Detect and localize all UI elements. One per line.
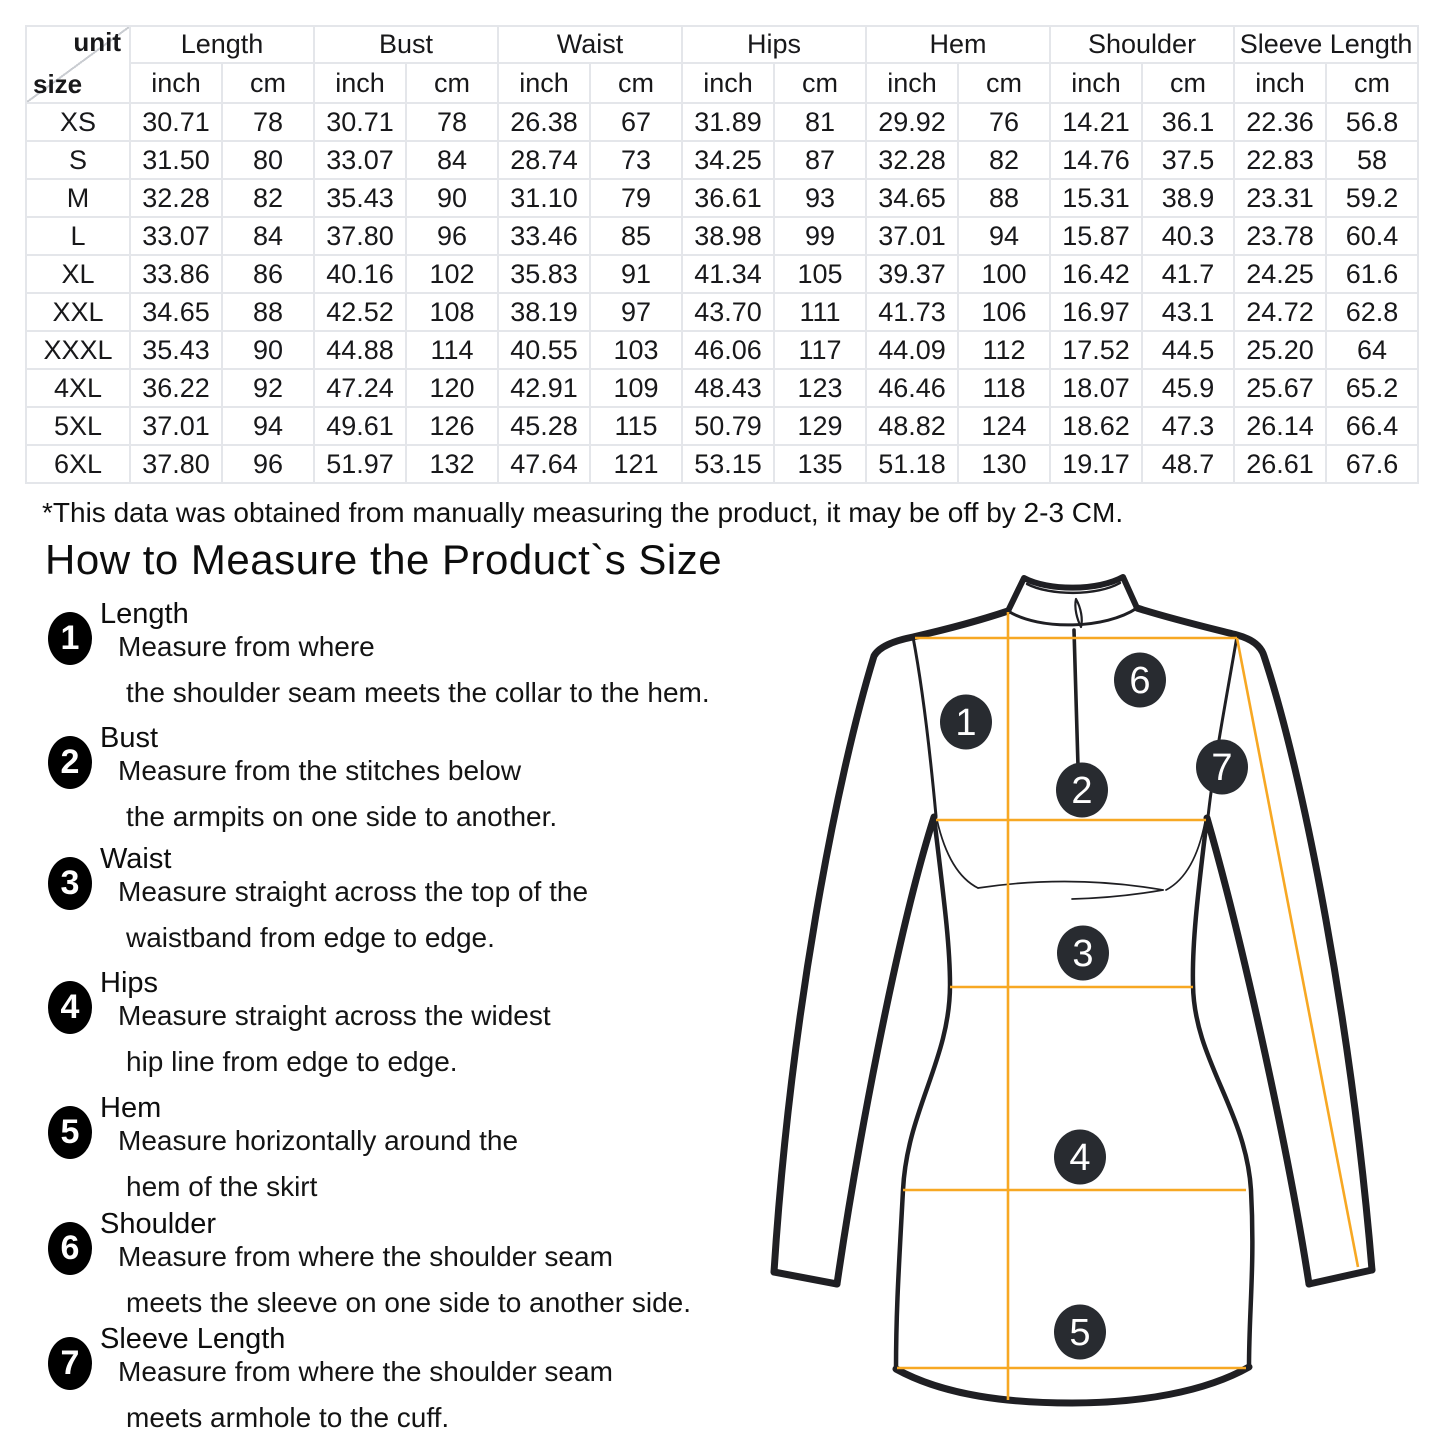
measurement-value: 109 xyxy=(590,369,682,407)
measurement-value: 61.6 xyxy=(1326,255,1418,293)
measure-step-bust xyxy=(48,722,748,834)
measurement-value: 58 xyxy=(1326,141,1418,179)
measurement-value: 66.4 xyxy=(1326,407,1418,445)
measurement-value: 41.7 xyxy=(1142,255,1234,293)
step-description-line: the shoulder seam meets the collar to the hem. xyxy=(126,677,710,708)
measurement-value: 85 xyxy=(590,217,682,255)
measurement-value: 115 xyxy=(590,407,682,445)
measurement-value: 112 xyxy=(958,331,1050,369)
step-title: Bust xyxy=(100,722,159,754)
step-number: 5 xyxy=(60,1113,80,1151)
measurement-value: 30.71 xyxy=(314,103,406,141)
size-label-XXL: XXL xyxy=(26,293,130,331)
diagram-marker-1 xyxy=(940,695,992,750)
size-label-M: M xyxy=(26,179,130,217)
measurement-value: 22.36 xyxy=(1234,103,1326,141)
size-label-S: S xyxy=(26,141,130,179)
table-row xyxy=(26,407,1418,445)
measurement-value: 100 xyxy=(958,255,1050,293)
measurement-value: 49.61 xyxy=(314,407,406,445)
zipper-pull-icon xyxy=(1075,599,1081,627)
measurement-value: 43.70 xyxy=(682,293,774,331)
measurement-value: 15.31 xyxy=(1050,179,1142,217)
measurement-value: 88 xyxy=(958,179,1050,217)
garment-outline xyxy=(774,577,1372,1403)
unit-header-cm: cm xyxy=(1326,63,1418,103)
measurement-value: 38.98 xyxy=(682,217,774,255)
step-number-badge xyxy=(48,612,92,665)
measurement-value: 99 xyxy=(774,217,866,255)
measurement-value: 94 xyxy=(958,217,1050,255)
marker-number: 4 xyxy=(1069,1137,1091,1179)
unit-header-cm: cm xyxy=(774,63,866,103)
measurement-value: 36.1 xyxy=(1142,103,1234,141)
diagram-marker-2 xyxy=(1056,763,1108,818)
measurement-value: 30.71 xyxy=(130,103,222,141)
diagram-marker-3 xyxy=(1057,926,1109,981)
measurement-value: 18.07 xyxy=(1050,369,1142,407)
measurement-value: 48.43 xyxy=(682,369,774,407)
measurement-value: 53.15 xyxy=(682,445,774,483)
marker-number: 2 xyxy=(1071,770,1093,812)
measurement-value: 25.67 xyxy=(1234,369,1326,407)
measurement-value: 96 xyxy=(406,217,498,255)
measurement-value: 35.43 xyxy=(314,179,406,217)
measurement-value: 106 xyxy=(958,293,1050,331)
step-description-line: Measure from where xyxy=(118,631,375,662)
measurement-value: 44.88 xyxy=(314,331,406,369)
how-to-title: How to Measure the Product`s Size xyxy=(45,536,723,583)
measurement-value: 34.65 xyxy=(130,293,222,331)
measurement-value: 26.14 xyxy=(1234,407,1326,445)
measurement-value: 17.52 xyxy=(1050,331,1142,369)
measurement-value: 59.2 xyxy=(1326,179,1418,217)
step-title: Length xyxy=(100,598,189,630)
measurement-value: 22.83 xyxy=(1234,141,1326,179)
measurement-value: 96 xyxy=(222,445,314,483)
measurement-value: 24.25 xyxy=(1234,255,1326,293)
step-title: Hips xyxy=(100,967,159,999)
unit-header-cm: cm xyxy=(590,63,682,103)
measurement-value: 67.6 xyxy=(1326,445,1418,483)
hem-curve xyxy=(896,1367,1249,1403)
measurement-value: 126 xyxy=(406,407,498,445)
measurement-value: 32.28 xyxy=(866,141,958,179)
size-label-L: L xyxy=(26,217,130,255)
measurement-value: 34.25 xyxy=(682,141,774,179)
measurement-value: 35.83 xyxy=(498,255,590,293)
left-sleeve-inner xyxy=(837,817,934,1284)
measurement-value: 18.62 xyxy=(1050,407,1142,445)
measurement-value: 37.01 xyxy=(130,407,222,445)
column-group-length: Length xyxy=(130,26,314,63)
marker-number: 6 xyxy=(1129,660,1151,702)
table-row xyxy=(26,293,1418,331)
measurement-value: 48.7 xyxy=(1142,445,1234,483)
measurement-value: 47.24 xyxy=(314,369,406,407)
marker-number: 7 xyxy=(1211,747,1233,789)
measurement-value: 73 xyxy=(590,141,682,179)
measurement-value: 28.74 xyxy=(498,141,590,179)
size-label-5XL: 5XL xyxy=(26,407,130,445)
measurement-value: 84 xyxy=(406,141,498,179)
measurement-value: 67 xyxy=(590,103,682,141)
step-title: Waist xyxy=(100,843,172,875)
disclaimer-text: *This data was obtained from manually measuring the product, it may be off by 2-3 CM. xyxy=(42,497,1124,528)
measure-step-hem xyxy=(48,1092,748,1204)
measurement-value: 38.9 xyxy=(1142,179,1234,217)
table-row xyxy=(26,445,1418,483)
measurement-value: 19.17 xyxy=(1050,445,1142,483)
body-left-edge xyxy=(896,817,950,1369)
measurement-value: 36.22 xyxy=(130,369,222,407)
measurement-value: 65.2 xyxy=(1326,369,1418,407)
step-number: 2 xyxy=(60,743,80,781)
step-description-line: Measure horizontally around the xyxy=(118,1125,519,1156)
measurement-value: 39.37 xyxy=(866,255,958,293)
step-number-badge xyxy=(48,1106,92,1159)
measurement-value: 50.79 xyxy=(682,407,774,445)
measurement-value: 90 xyxy=(406,179,498,217)
step-number: 1 xyxy=(60,619,80,657)
step-number: 4 xyxy=(60,988,80,1026)
measurement-value: 82 xyxy=(958,141,1050,179)
measurement-value: 33.46 xyxy=(498,217,590,255)
measurement-value: 37.01 xyxy=(866,217,958,255)
step-description-line: the armpits on one side to another. xyxy=(126,801,558,832)
step-description-line: Measure straight across the widest xyxy=(118,1000,551,1031)
measurement-value: 117 xyxy=(774,331,866,369)
measurement-value: 86 xyxy=(222,255,314,293)
size-label-XL: XL xyxy=(26,255,130,293)
column-group-waist: Waist xyxy=(498,26,682,63)
table-row xyxy=(26,331,1418,369)
step-description-line: hem of the skirt xyxy=(126,1171,318,1202)
measure-step-shoulder xyxy=(48,1208,748,1320)
measurement-value: 40.55 xyxy=(498,331,590,369)
step-description-line: Measure from where the shoulder seam xyxy=(118,1241,613,1272)
table-row xyxy=(26,369,1418,407)
step-title: Shoulder xyxy=(100,1208,217,1240)
diagram-marker-7 xyxy=(1196,740,1248,795)
unit-header-cm: cm xyxy=(406,63,498,103)
measurement-value: 81 xyxy=(774,103,866,141)
measurement-value: 33.07 xyxy=(314,141,406,179)
measurement-value: 129 xyxy=(774,407,866,445)
measurement-value: 88 xyxy=(222,293,314,331)
measurement-value: 23.31 xyxy=(1234,179,1326,217)
unit-header-cm: cm xyxy=(222,63,314,103)
measurement-value: 42.91 xyxy=(498,369,590,407)
measurement-value: 79 xyxy=(590,179,682,217)
measurement-value: 78 xyxy=(406,103,498,141)
step-description-line: meets the sleeve on one side to another side. xyxy=(126,1287,692,1318)
measurement-value: 91 xyxy=(590,255,682,293)
measurement-value: 44.5 xyxy=(1142,331,1234,369)
unit-header-cm: cm xyxy=(1142,63,1234,103)
measurement-value: 87 xyxy=(774,141,866,179)
measurement-value: 15.87 xyxy=(1050,217,1142,255)
step-description-line: Measure straight across the top of the xyxy=(118,876,589,907)
unit-header-inch: inch xyxy=(498,63,590,103)
measurement-value: 45.9 xyxy=(1142,369,1234,407)
measurement-value: 92 xyxy=(222,369,314,407)
measurement-value: 135 xyxy=(774,445,866,483)
measurement-value: 24.72 xyxy=(1234,293,1326,331)
measurement-value: 108 xyxy=(406,293,498,331)
column-group-bust: Bust xyxy=(314,26,498,63)
measurement-value: 31.10 xyxy=(498,179,590,217)
column-group-sleeve-length: Sleeve Length xyxy=(1234,26,1418,63)
measurement-value: 14.21 xyxy=(1050,103,1142,141)
measurement-value: 45.28 xyxy=(498,407,590,445)
zipper-line xyxy=(1074,630,1078,766)
measure-step-length xyxy=(48,598,748,710)
right-shoulder-sleeve-outer xyxy=(1137,608,1372,1270)
measurement-value: 38.19 xyxy=(498,293,590,331)
step-number-badge xyxy=(48,736,92,789)
measurement-value: 16.42 xyxy=(1050,255,1142,293)
unit-header-cm: cm xyxy=(958,63,1050,103)
measurement-value: 64 xyxy=(1326,331,1418,369)
measurement-value: 123 xyxy=(774,369,866,407)
size-label-XS: XS xyxy=(26,103,130,141)
measurement-value: 31.89 xyxy=(682,103,774,141)
measurement-value: 111 xyxy=(774,293,866,331)
measurement-value: 84 xyxy=(222,217,314,255)
step-description-line: meets armhole to the cuff. xyxy=(126,1402,450,1433)
corner-size-label: size xyxy=(33,69,83,99)
column-group-hem: Hem xyxy=(866,26,1050,63)
measurement-value: 26.61 xyxy=(1234,445,1326,483)
diagram-marker-6 xyxy=(1114,653,1166,708)
measurement-value: 51.18 xyxy=(866,445,958,483)
step-number-badge xyxy=(48,1222,92,1275)
measurement-value: 40.3 xyxy=(1142,217,1234,255)
measurement-value: 41.34 xyxy=(682,255,774,293)
measurement-value: 33.86 xyxy=(130,255,222,293)
marker-number: 3 xyxy=(1072,933,1094,975)
measurement-value: 60.4 xyxy=(1326,217,1418,255)
measurement-value: 26.38 xyxy=(498,103,590,141)
step-description-line: hip line from edge to edge. xyxy=(126,1046,458,1077)
measure-step-hips xyxy=(48,967,748,1079)
column-group-shoulder: Shoulder xyxy=(1050,26,1234,63)
diagram-markers xyxy=(940,653,1248,1360)
measurement-value: 37.5 xyxy=(1142,141,1234,179)
step-number-badge xyxy=(48,981,92,1034)
corner-unit-label: unit xyxy=(73,27,121,57)
measurement-value: 78 xyxy=(222,103,314,141)
left-cuff xyxy=(774,1272,837,1284)
measurement-value: 51.97 xyxy=(314,445,406,483)
measurement-value: 46.46 xyxy=(866,369,958,407)
measurement-value: 47.64 xyxy=(498,445,590,483)
measurement-value: 120 xyxy=(406,369,498,407)
unit-header-inch: inch xyxy=(314,63,406,103)
measurement-value: 25.20 xyxy=(1234,331,1326,369)
measurement-value: 37.80 xyxy=(130,445,222,483)
measurement-value: 97 xyxy=(590,293,682,331)
unit-header-inch: inch xyxy=(130,63,222,103)
measurement-value: 35.43 xyxy=(130,331,222,369)
step-title: Sleeve Length xyxy=(100,1323,286,1355)
measure-step-sleeve-length xyxy=(48,1323,748,1435)
marker-number: 1 xyxy=(955,702,977,744)
size-label-6XL: 6XL xyxy=(26,445,130,483)
right-cuff xyxy=(1309,1270,1372,1284)
neckline xyxy=(1008,608,1137,625)
body-right-edge xyxy=(1193,818,1253,1367)
measurement-value: 29.92 xyxy=(866,103,958,141)
step-description-line: waistband from edge to edge. xyxy=(126,922,495,953)
measurement-value: 33.07 xyxy=(130,217,222,255)
measurement-value: 56.8 xyxy=(1326,103,1418,141)
waist-crease-2 xyxy=(1072,890,1163,899)
column-group-hips: Hips xyxy=(682,26,866,63)
step-number-badge xyxy=(48,1337,92,1390)
right-sleeve-inner xyxy=(1207,818,1309,1284)
diagram-marker-5 xyxy=(1054,1305,1106,1360)
measurement-value: 93 xyxy=(774,179,866,217)
step-number: 3 xyxy=(60,864,80,902)
unit-header-inch: inch xyxy=(866,63,958,103)
measurement-value: 121 xyxy=(590,445,682,483)
measurement-value: 47.3 xyxy=(1142,407,1234,445)
measurement-value: 23.78 xyxy=(1234,217,1326,255)
measurement-value: 48.82 xyxy=(866,407,958,445)
measurement-value: 118 xyxy=(958,369,1050,407)
diagram-marker-4 xyxy=(1054,1130,1106,1185)
unit-header-inch: inch xyxy=(1234,63,1326,103)
measurement-value: 31.50 xyxy=(130,141,222,179)
step-number: 6 xyxy=(60,1229,80,1267)
measurement-value: 14.76 xyxy=(1050,141,1142,179)
measurement-value: 94 xyxy=(222,407,314,445)
measurement-value: 41.73 xyxy=(866,293,958,331)
table-row xyxy=(26,255,1418,293)
unit-header-inch: inch xyxy=(1050,63,1142,103)
measurement-value: 34.65 xyxy=(866,179,958,217)
measurement-value: 44.09 xyxy=(866,331,958,369)
measurement-value: 46.06 xyxy=(682,331,774,369)
measurement-value: 132 xyxy=(406,445,498,483)
corner-cell xyxy=(26,26,130,103)
step-number-badge xyxy=(48,857,92,910)
table-row xyxy=(26,217,1418,255)
measurement-value: 32.28 xyxy=(130,179,222,217)
measurement-value: 130 xyxy=(958,445,1050,483)
waist-crease xyxy=(978,882,1163,891)
measurement-value: 103 xyxy=(590,331,682,369)
size-chart-table xyxy=(25,25,1419,484)
measurement-value: 80 xyxy=(222,141,314,179)
step-number: 7 xyxy=(60,1344,80,1382)
marker-number: 5 xyxy=(1069,1312,1091,1354)
size-label-XXXL: XXXL xyxy=(26,331,130,369)
sleeve-measure-line xyxy=(1237,638,1358,1267)
left-armhole-seam xyxy=(913,637,936,816)
garment-diagram xyxy=(740,550,1445,1445)
measurement-value: 37.80 xyxy=(314,217,406,255)
measurement-value: 90 xyxy=(222,331,314,369)
table-row xyxy=(26,179,1418,217)
measurement-value: 114 xyxy=(406,331,498,369)
measurement-value: 76 xyxy=(958,103,1050,141)
measurement-value: 42.52 xyxy=(314,293,406,331)
table-row xyxy=(26,103,1418,141)
measurement-value: 36.61 xyxy=(682,179,774,217)
measurement-value: 105 xyxy=(774,255,866,293)
unit-header-inch: inch xyxy=(682,63,774,103)
size-label-4XL: 4XL xyxy=(26,369,130,407)
measurement-value: 102 xyxy=(406,255,498,293)
measurement-value: 124 xyxy=(958,407,1050,445)
measure-step-waist xyxy=(48,843,748,955)
step-description-line: Measure from the stitches below xyxy=(118,755,522,786)
measurement-value: 40.16 xyxy=(314,255,406,293)
measurement-value: 82 xyxy=(222,179,314,217)
measurement-value: 16.97 xyxy=(1050,293,1142,331)
table-row xyxy=(26,141,1418,179)
measurement-value: 62.8 xyxy=(1326,293,1418,331)
measurement-value: 43.1 xyxy=(1142,293,1234,331)
step-description-line: Measure from where the shoulder seam xyxy=(118,1356,613,1387)
step-title: Hem xyxy=(100,1092,162,1124)
